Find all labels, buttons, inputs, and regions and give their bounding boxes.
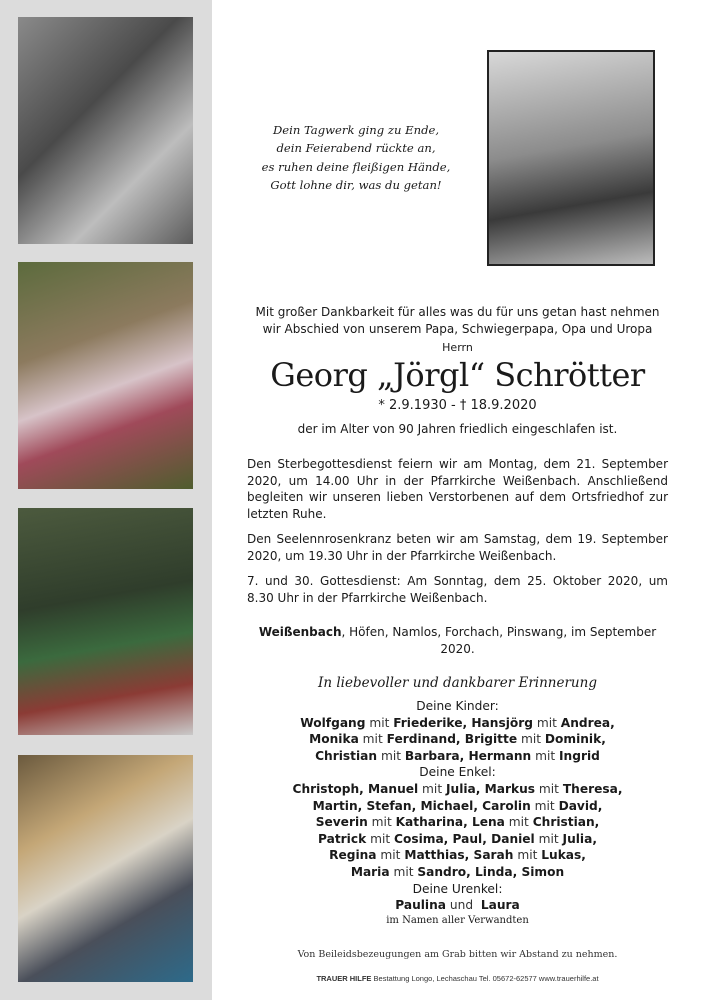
family-line: [247, 831, 668, 848]
family-names: Martin, Stefan, Michael, Carolin: [312, 798, 531, 813]
family-names: Paulina: [395, 898, 447, 913]
family-group-heading: Deine Urenkel:: [412, 881, 503, 896]
age-line: der im Alter von 90 Jahren friedlich eingeschlafen ist.: [297, 422, 618, 436]
life-dates: * 2.9.1930 - † 18.9.2020: [378, 398, 537, 413]
funeral-service-text: Den Sterbegottesdienst feiern wir am Montag, dem 21. September 2020, um 14.00 Uhr in der Pfarrkirche Weißenbach. Anschließend begleiten wir unseren lieben Verstorbenen auf dem Ortsfriedhof zur letzten Ruhe.: [247, 457, 668, 521]
salutation: Herrn: [442, 341, 473, 354]
family-names: Barbara, Hermann: [404, 748, 532, 763]
verse-line: es ruhen deine fleißigen Hände,: [261, 159, 451, 174]
connector-word: mit: [534, 831, 563, 846]
intro-text: Mit großer Dankbarkeit für alles was du für uns getan hast nehmen wir Abschied von unserem Papa, Schwiegerpapa, Opa und Uropa: [255, 305, 660, 336]
condolence-note: Von Beileidsbezeugungen am Grab bitten wir Abstand zu nehmen.: [297, 948, 618, 960]
footer-brand: TRAUER HILFE: [316, 974, 372, 983]
portrait-photo: [487, 50, 655, 266]
family-names: Ferdinand, Brigitte: [386, 732, 518, 747]
family-names: Julia, Markus: [445, 781, 536, 796]
family-names: Regina: [329, 848, 377, 863]
connector-word: mit: [377, 748, 405, 763]
photo-young-man-woodpile: [18, 17, 193, 244]
connector-word: mit: [367, 815, 396, 830]
family-names: Cosima, Paul, Daniel: [394, 831, 535, 846]
connector-word: mit: [532, 715, 561, 730]
family-list: [247, 698, 668, 914]
family-names: Christian: [315, 748, 378, 763]
family-names: Monika: [309, 732, 359, 747]
family-names: Christian,: [532, 815, 600, 830]
family-names: Maria: [350, 864, 390, 879]
connector-word: mit: [517, 732, 545, 747]
family-names: Wolfgang: [300, 715, 366, 730]
connector-word: mit: [376, 848, 405, 863]
obituary-body: [247, 304, 668, 963]
verse: [246, 121, 466, 194]
connector-word: mit: [358, 732, 387, 747]
photo-man-with-pipe-sofa: [18, 508, 193, 735]
family-line: [247, 731, 668, 748]
rosary-text: Den Seelennrosenkranz beten wir am Samstag, dem 19. September 2020, um 19.30 Uhr in der Pfarrkirche Weißenbach.: [247, 532, 668, 563]
family-line: [247, 897, 668, 914]
family-names: Dominik,: [544, 732, 606, 747]
connector-word: mit: [531, 748, 560, 763]
photo-man-striped-shirt: [18, 262, 193, 489]
connector-word: mit: [389, 864, 418, 879]
family-names: Friederike, Hansjörg: [393, 715, 533, 730]
memorial-mass-text: 7. und 30. Gottesdienst: Am Sonntag, dem 25. Oktober 2020, um 8.30 Uhr in der Pfarrkirche Weißenbach.: [247, 574, 668, 605]
family-names: Katharina, Lena: [395, 815, 505, 830]
family-names: Lukas,: [541, 848, 586, 863]
family-names: Severin: [315, 815, 368, 830]
memory-heading: In liebevoller und dankbarer Erinnerung: [318, 675, 597, 691]
family-names: Patrick: [318, 831, 367, 846]
family-names: Theresa,: [562, 781, 623, 796]
family-names: David,: [558, 798, 603, 813]
family-group-heading: Deine Enkel:: [419, 765, 496, 780]
family-line: [247, 814, 668, 831]
family-names: Matthias, Sarah: [404, 848, 514, 863]
place-rest: , Höfen, Namlos, Forchach, Pinswang, im September 2020.: [341, 625, 657, 656]
connector-word: mit: [530, 798, 559, 813]
deceased-name: Georg „Jörgl“ Schrötter: [270, 356, 645, 394]
family-names: Andrea,: [560, 715, 615, 730]
photo-elderly-man-workbench: [18, 755, 193, 982]
verse-line: dein Feierabend rückte an,: [276, 141, 436, 156]
place-name: Weißenbach: [258, 625, 342, 639]
relatives-line: im Namen aller Verwandten: [386, 914, 529, 926]
family-names: Sandro, Linda, Simon: [417, 864, 565, 879]
footer-text: Bestattung Longo, Lechaschau Tel. 05672-62577 www.trauerhilfe.at: [371, 974, 599, 983]
family-line: [247, 715, 668, 732]
connector-word: mit: [513, 848, 542, 863]
family-line: [247, 798, 668, 815]
family-names: Julia,: [562, 831, 597, 846]
verse-line: Gott lohne dir, was du getan!: [270, 177, 442, 192]
connector-word: mit: [366, 831, 394, 846]
family-line: [247, 847, 668, 864]
family-line: [247, 748, 668, 765]
connector-word: mit: [535, 781, 563, 796]
footer: [247, 974, 668, 983]
connector-word: mit: [365, 715, 394, 730]
connector-word: und: [446, 898, 481, 913]
family-line: [247, 864, 668, 881]
family-names: Ingrid: [559, 748, 600, 763]
verse-line: Dein Tagwerk ging zu Ende,: [272, 123, 440, 137]
family-names: Laura: [480, 898, 520, 913]
family-names: Christoph, Manuel: [292, 781, 419, 796]
photo-strip: [0, 0, 212, 1000]
connector-word: mit: [504, 815, 533, 830]
family-group-heading: Deine Kinder:: [416, 699, 499, 713]
place-date-line: [247, 624, 668, 658]
connector-word: mit: [418, 781, 446, 796]
family-line: [247, 781, 668, 798]
